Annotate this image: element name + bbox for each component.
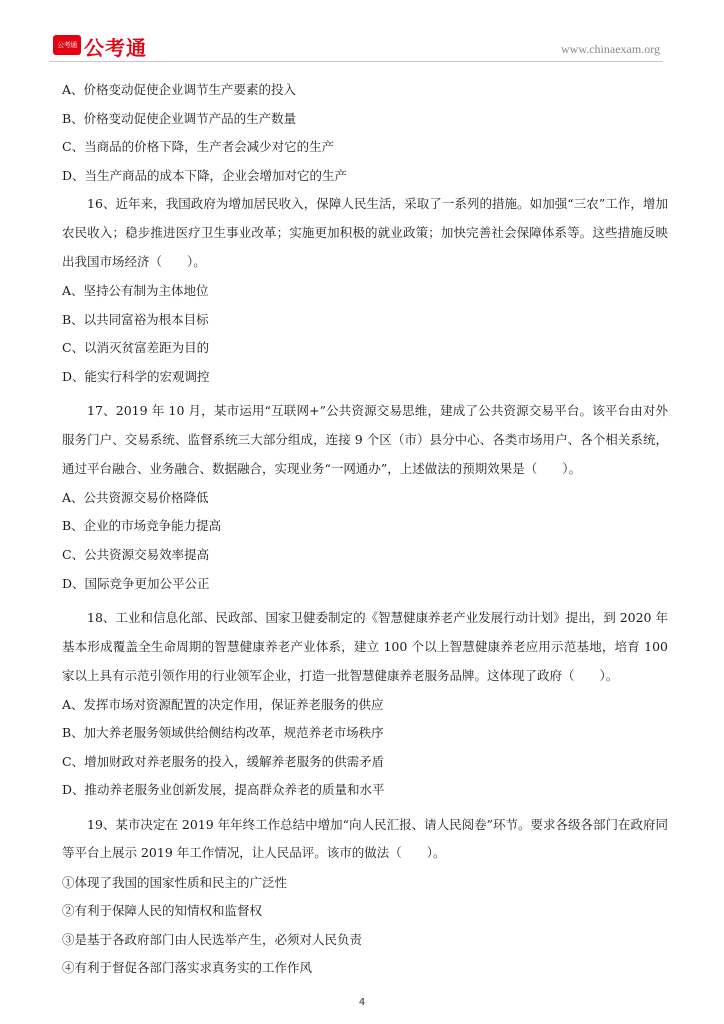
question-17	[62, 397, 668, 598]
option-item: A、坚持公有制为主体地位	[62, 283, 209, 299]
option-item: D、当生产商品的成本下降，企业会增加对它的生产	[62, 168, 348, 184]
option-item: C、增加财政对养老服务的投入，缓解养老服务的供需矛盾	[62, 753, 385, 769]
header-divider	[49, 61, 663, 62]
option-item: B、价格变动促使企业调节产品的生产数量	[62, 110, 297, 126]
page-number: 4	[358, 997, 366, 1008]
option-item: A、价格变动促使企业调节生产要素的投入	[62, 82, 297, 98]
question-stem: 19、某市决定在 2019 年年终工作总结中增加“向人民汇报、请人民阅卷”环节。要求各级各部门在政府同等平台上展示 2019 年工作情况，让人民品评。该市的做法（ ）。	[62, 816, 668, 861]
option-item: B、企业的市场竞争能力提高	[62, 518, 222, 534]
question-19	[62, 811, 668, 983]
option-item: D、能实行科学的宏观调控	[62, 368, 210, 384]
site-url[interactable]: www.chinaexam.org	[561, 42, 660, 56]
question-stem: 18、工业和信息化部、民政部、国家卫健委制定的《智慧健康养老产业发展行动计划》提出，到 2020 年基本形成覆盖全生命周期的智慧健康养老产业体系，建立 100 个以上智慧健康养老应用示范基地，培育 100 家以上具有示范引领作用的行业领军企业，打造一批智慧健康养老服务品牌。这体现了政府（ ）。	[62, 609, 668, 683]
logo-text: 公考通	[84, 36, 147, 60]
option-item: C、当商品的价格下降，生产者会减少对它的生产	[62, 139, 335, 155]
option-item: ①体现了我国的国家性质和民主的广泛性	[62, 874, 288, 890]
page-header	[0, 0, 724, 64]
question-stem: 17、2019 年 10 月，某市运用“互联网+”公共资源交易思维，建成了公共资源交易平台。该平台由对外服务门户、交易系统、监督系统三大部分组成，连接 9 个区（市）县分中心、各类市场用户、各个相关系统，通过平台融合、业务融合、数据融合，实现业务“一网通办”，上述做法的预期效果是（ ）。	[62, 403, 668, 476]
option-item: ②有利于保障人民的知情权和监督权	[62, 903, 263, 919]
option-item: C、公共资源交易效率提高	[62, 547, 210, 563]
option-item: A、发挥市场对资源配置的决定作用，保证养老服务的供应	[62, 696, 384, 712]
option-item: B、以共同富裕为根本目标	[62, 311, 209, 327]
q15-options	[62, 76, 668, 190]
option-item: A、公共资源交易价格降低	[62, 489, 209, 505]
option-item: ③是基于各政府部门由人民选举产生，必须对人民负责	[62, 931, 363, 947]
question-stem: 16、近年来，我国政府为增加居民收入，保障人民生活，采取了一系列的措施。如加强“三农”工作，增加农民收入；稳步推进医疗卫生事业改革；实施更加积极的就业政策；加快完善社会保障体系等。这些措施反映出我国市场经济（ ）。	[62, 196, 668, 269]
option-item: ④有利于督促各部门落实求真务实的工作作风	[62, 960, 313, 976]
option-item: C、以消灭贫富差距为目的	[62, 340, 210, 356]
option-item: D、推动养老服务业创新发展，提高群众养老的质量和水平	[62, 782, 385, 798]
document-body	[62, 76, 668, 983]
question-18	[62, 604, 668, 805]
option-item: D、国际竞争更加公平公正	[62, 575, 210, 591]
option-item: B、加大养老服务领域供给侧结构改革，规范养老市场秩序	[62, 725, 384, 741]
logo-badge: 公考通	[53, 35, 81, 55]
question-16	[62, 190, 668, 391]
